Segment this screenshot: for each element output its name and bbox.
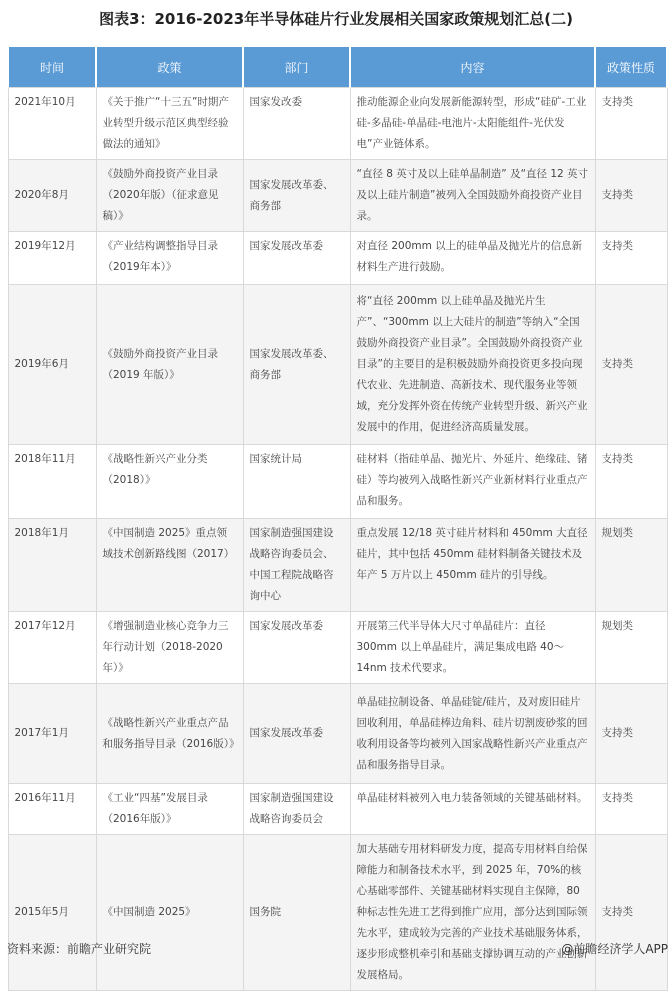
cell-type: 支持类	[595, 285, 667, 445]
header-type: 政策性质	[595, 47, 667, 88]
cell-content: 重点发展 12/18 英寸硅片材料和 450mm 大直径硅片，其中包括 450mm 硅材料制备关键技术及年产 5 万片以上 450mm 硅片的引导线。	[350, 519, 595, 612]
cell-content: “直径 8 英寸及以上硅单晶制造” 及“直径 12 英寸及以上硅片制造”被列入全国鼓励外商投资产业目录。	[350, 160, 595, 232]
cell-type: 支持类	[595, 784, 667, 835]
table-row	[8, 88, 667, 160]
cell-content: 加大基础专用材料研发力度，提高专用材料自给保障能力和制备技术水平，到 2025 年，70%的核心基础零部件、关键基础材料实现自主保障，80 种标志性先进工艺得到推广应用，部分达到国际领先水平，建成较为完善的产业技术基础服务体系，逐步形成整机牵引和基础支撑协调互动的产业创新发展格局。	[350, 835, 595, 991]
cell-dept: 国家发展改革委	[243, 612, 350, 684]
cell-type: 规划类	[595, 519, 667, 612]
table-row	[8, 232, 667, 285]
cell-time: 2021年10月	[8, 88, 96, 160]
cell-policy: 《增强制造业核心竞争力三年行动计划（2018-2020年）》	[96, 612, 243, 684]
cell-time: 2018年1月	[8, 519, 96, 612]
cell-type: 规划类	[595, 612, 667, 684]
cell-policy: 《战略性新兴产业重点产品和服务指导目录（2016版）》	[96, 684, 243, 784]
cell-dept: 国家发展改革委	[243, 684, 350, 784]
cell-content: 单晶硅拉制设备、单晶硅锭/硅片，及对废旧硅片回收利用，单晶硅棒边角料、硅片切割废砂浆的回收利用设备等均被列入国家战略性新兴产业重点产品和服务指导目录。	[350, 684, 595, 784]
cell-dept: 国家发展改革委、商务部	[243, 285, 350, 445]
cell-time: 2019年12月	[8, 232, 96, 285]
cell-policy: 《战略性新兴产业分类（2018）》	[96, 445, 243, 519]
cell-time: 2018年11月	[8, 445, 96, 519]
credit: @前瞻经济学人APP	[561, 942, 668, 956]
cell-policy: 《鼓励外商投资产业目录（2019 年版）》	[96, 285, 243, 445]
table-row	[8, 285, 667, 445]
source-note: 资料来源：前瞻产业研究院	[7, 942, 152, 956]
table-row	[8, 519, 667, 612]
cell-type: 支持类	[595, 445, 667, 519]
cell-policy: 《关于推广“十三五”时期产业转型升级示范区典型经验做法的通知》	[96, 88, 243, 160]
cell-content: 单晶硅材料被列入电力装备领域的关键基础材料。	[350, 784, 595, 835]
cell-policy: 《鼓励外商投资产业目录（2020年版）（征求意见稿）》	[96, 160, 243, 232]
cell-dept: 国家发展改革委、商务部	[243, 160, 350, 232]
cell-type: 支持类	[595, 835, 667, 991]
cell-time: 2015年5月	[8, 835, 96, 991]
policy-table	[7, 47, 668, 991]
cell-dept: 国务院	[243, 835, 350, 991]
cell-type: 支持类	[595, 88, 667, 160]
cell-content: 对直径 200mm 以上的硅单晶及抛光片的信息新材料生产进行鼓励。	[350, 232, 595, 285]
cell-time: 2019年6月	[8, 285, 96, 445]
table-row	[8, 612, 667, 684]
cell-content: 将“直径 200mm 以上硅单晶及抛光片生产”、“300mm 以上大硅片的制造”等纳入“全国鼓励外商投资产业目录”。全国鼓励外商投资产业目录”的主要目的是积极鼓励外商投资更多投向现代农业、先进制造、高新技术、现代服务业等领域，充分发挥外资在传统产业转型升级、新兴产业发展中的作用，促进经济高质量发展。	[350, 285, 595, 445]
cell-policy: 《中国制造 2025》重点领域技术创新路线图（2017）	[96, 519, 243, 612]
cell-type: 支持类	[595, 684, 667, 784]
table-header	[8, 47, 667, 88]
cell-time: 2016年11月	[8, 784, 96, 835]
cell-time: 2017年1月	[8, 684, 96, 784]
cell-dept: 国家发改委	[243, 88, 350, 160]
header-dept: 部门	[243, 47, 350, 88]
cell-content: 推动能源企业向发展新能源转型，形成“硅矿-工业硅-多晶硅-单晶硅-电池片-太阳能组件-光伏发电”产业链体系。	[350, 88, 595, 160]
cell-time: 2020年8月	[8, 160, 96, 232]
table-row	[8, 784, 667, 835]
header-policy: 政策	[96, 47, 243, 88]
cell-type: 支持类	[595, 160, 667, 232]
cell-policy: 《产业结构调整指导目录（2019年本）》	[96, 232, 243, 285]
cell-content: 开展第三代半导体大尺寸单晶硅片：直径 300mm 以上单晶硅片，满足集成电路 40～14nm 技术代要求。	[350, 612, 595, 684]
cell-dept: 国家制造强国建设战略咨询委员会、中国工程院战略咨询中心	[243, 519, 350, 612]
cell-dept: 国家统计局	[243, 445, 350, 519]
cell-time: 2017年12月	[8, 612, 96, 684]
header-content: 内容	[350, 47, 595, 88]
table-row	[8, 835, 667, 991]
cell-content: 硅材料（指硅单晶、抛光片、外延片、绝缘硅、锗硅）等均被列入战略性新兴产业新材料行业重点产品和服务。	[350, 445, 595, 519]
table-row	[8, 445, 667, 519]
cell-policy: 《工业“四基”发展目录（2016年版）》	[96, 784, 243, 835]
page-title: 图表3：2016-2023年半导体硅片行业发展相关国家政策规划汇总(二)	[99, 10, 573, 28]
table-row	[8, 160, 667, 232]
cell-type: 支持类	[595, 232, 667, 285]
cell-dept: 国家发展改革委	[243, 232, 350, 285]
header-time: 时间	[8, 47, 96, 88]
cell-policy: 《中国制造 2025》	[96, 835, 243, 991]
cell-dept: 国家制造强国建设战略咨询委员会	[243, 784, 350, 835]
table-row	[8, 684, 667, 784]
